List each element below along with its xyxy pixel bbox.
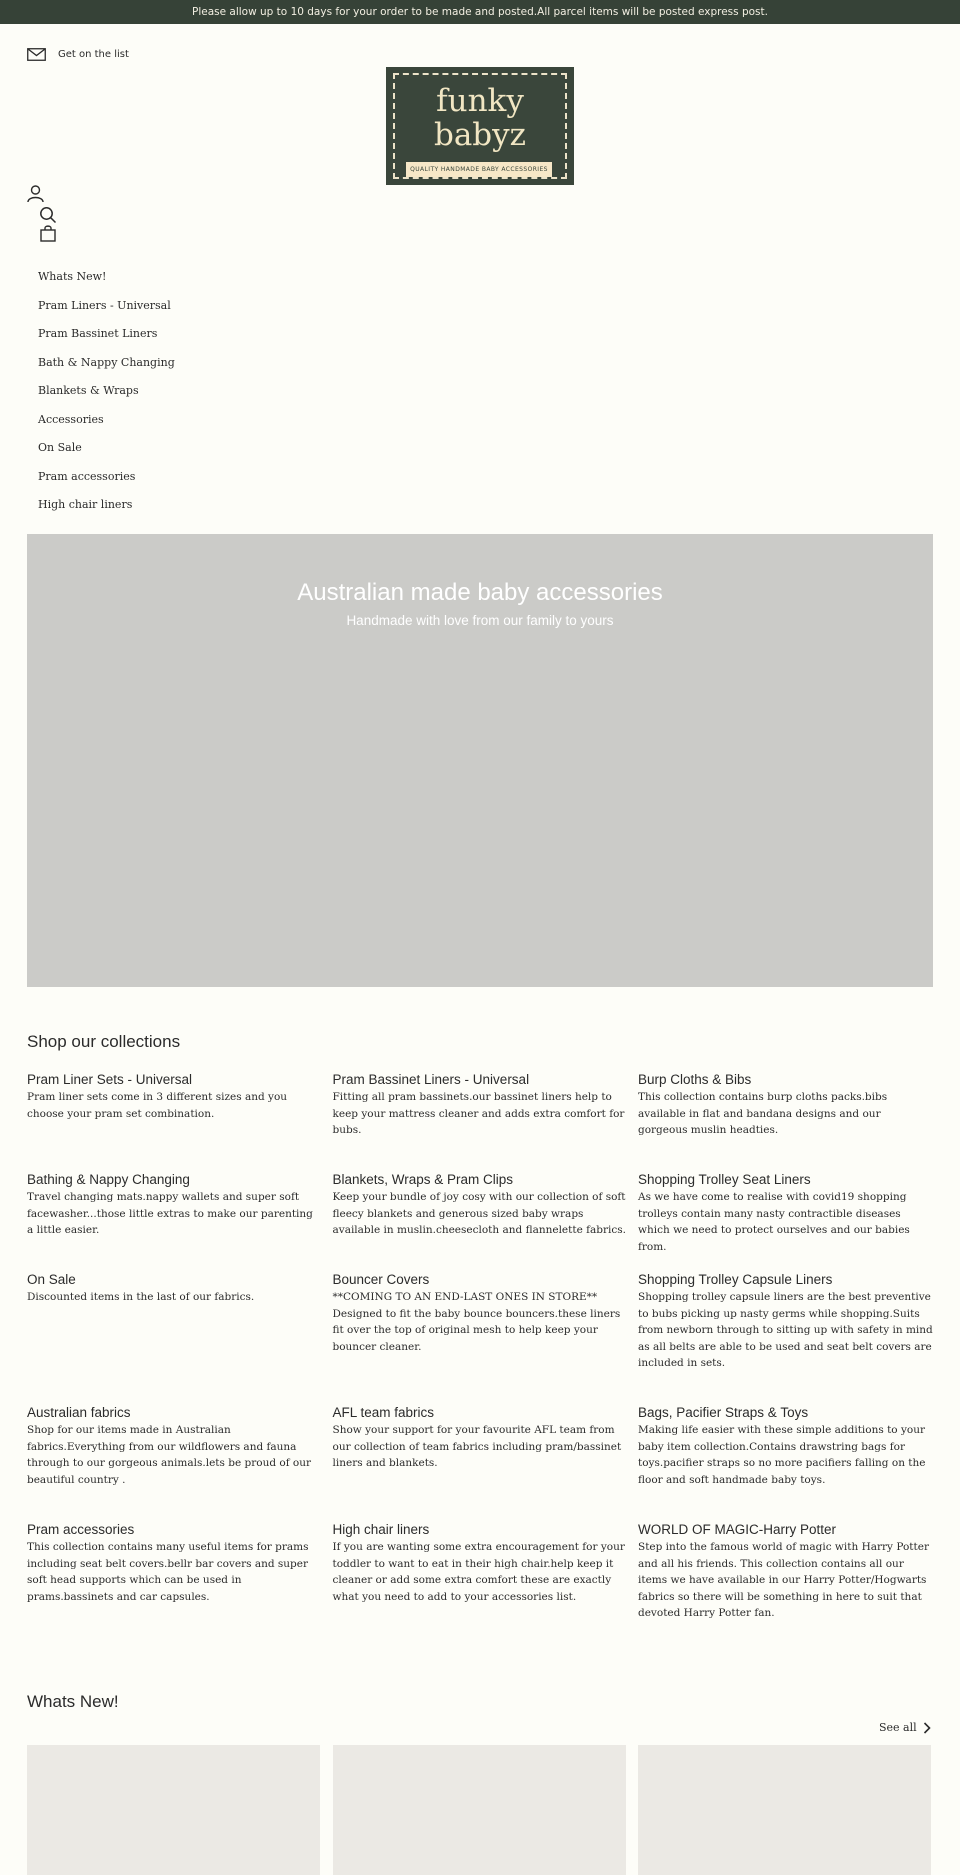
collection-card[interactable] [27, 1071, 322, 1171]
product-card[interactable] [638, 1745, 931, 1875]
collection-description: Fitting all pram bassinets.our bassinet liners help to keep your mattress cleaner and adds extra comfort for bubs. [332, 1091, 625, 1137]
collection-description: Making life easier with these simple additions to your baby item collection.Contains drawstring bags for toys.pacifier straps so no more pacifiers falling on the floor and soft handmade baby toys. [638, 1424, 926, 1486]
collection-description: Shop for our items made in Australian fabrics.Everything from our wildflowers and fauna through to our gorgeous animals.lets be proud of our beautiful country . [27, 1424, 312, 1486]
collection-title: Australian fabrics [27, 1405, 131, 1420]
nav-item-high-chair-liners[interactable]: High chair liners [38, 498, 133, 511]
nav-item-pram-bassinet-liners[interactable]: Pram Bassinet Liners [38, 327, 158, 340]
collection-title: Pram accessories [27, 1522, 135, 1537]
collection-card[interactable] [638, 1521, 933, 1631]
newsletter-link[interactable] [27, 48, 129, 61]
whats-new-heading: Whats New! [27, 1692, 119, 1711]
collection-description: As we have come to realise with covid19 shopping trolleys contain many nasty contractible diseases which we need to protect ourselves and our babies from. [638, 1191, 910, 1253]
collection-title: Shopping Trolley Seat Liners [638, 1172, 811, 1187]
collection-card[interactable] [638, 1404, 933, 1521]
mail-icon [27, 48, 46, 61]
cart-icon[interactable] [40, 225, 56, 246]
collection-title: Bathing & Nappy Changing [27, 1172, 190, 1187]
chevron-right-icon [923, 1722, 931, 1734]
collection-title: Burp Cloths & Bibs [638, 1072, 752, 1087]
collection-description: **COMING TO AN END-LAST ONES IN STORE** Designed to fit the baby bounce bouncers.these liners fit over the top of original mesh to help keep your bouncer cleaner. [332, 1291, 621, 1353]
announcement-text: Please allow up to 10 days for your order to be made and posted.All parcel items will be posted express post. [192, 6, 768, 18]
see-all-label: See all [879, 1721, 917, 1734]
collection-description: Discounted items in the last of our fabrics. [27, 1291, 255, 1303]
collection-title: Bags, Pacifier Straps & Toys [638, 1405, 809, 1420]
main-nav [38, 270, 175, 527]
collection-title: Blankets, Wraps & Pram Clips [332, 1172, 514, 1187]
collection-description: This collection contains many useful items for prams including seat belt covers.bellr bar covers and super soft head supports which can be used in prams.bassinets and car capsules. [27, 1541, 309, 1603]
nav-item-whats-new[interactable]: Whats New! [38, 270, 107, 283]
see-all-link[interactable] [879, 1721, 931, 1734]
collection-card[interactable] [333, 1171, 628, 1271]
logo-word-1: funky [436, 83, 524, 119]
collections-grid [27, 1071, 933, 1631]
logo-tagline: QUALITY HANDMADE BABY ACCESSORIES [406, 162, 552, 177]
product-card[interactable] [333, 1745, 626, 1875]
collection-title: Pram Bassinet Liners - Universal [332, 1072, 530, 1087]
collection-description: Pram liner sets come in 3 different sizes and you choose your pram set combination. [27, 1091, 288, 1120]
logo-word-2: babyz [433, 117, 527, 153]
hero-title: Australian made baby accessories [297, 579, 663, 606]
nav-item-on-sale[interactable]: On Sale [38, 441, 82, 454]
collection-card[interactable] [333, 1071, 628, 1171]
logo[interactable] [386, 67, 574, 185]
collection-title: On Sale [27, 1272, 76, 1287]
collection-description: Shopping trolley capsule liners are the best preventive to bubs picking up nasty germs while shopping.Suits from newborn through to sitting up with safety in mind as all belts are able to be used and seat belt covers are included in sets. [638, 1291, 933, 1370]
collection-title: WORLD OF MAGIC-Harry Potter [638, 1522, 837, 1537]
hero-subtitle: Handmade with love from our family to yours [346, 613, 614, 628]
collection-title: Shopping Trolley Capsule Liners [638, 1272, 833, 1287]
nav-item-pram-liners-universal[interactable]: Pram Liners - Universal [38, 298, 171, 312]
collections-heading: Shop our collections [27, 1032, 181, 1051]
collection-card[interactable] [27, 1171, 322, 1271]
collection-title: Bouncer Covers [332, 1272, 430, 1287]
collection-title: High chair liners [332, 1522, 430, 1537]
nav-item-pram-accessories[interactable]: Pram accessories [38, 469, 136, 483]
collection-card[interactable] [27, 1521, 322, 1631]
collection-card[interactable] [333, 1404, 628, 1521]
collection-card[interactable] [638, 1171, 933, 1271]
newsletter-label: Get on the list [58, 49, 129, 60]
collection-description: If you are wanting some extra encouragement for your toddler to want to eat in their high chair.help keep it cleaner or add some extra comfort these are exactly what you need to add to your accessories list. [332, 1541, 625, 1603]
collection-description: Travel changing mats.nappy wallets and super soft facewasher...those little extras to make our parenting a little easier. [27, 1191, 313, 1237]
collection-title: Pram Liner Sets - Universal [27, 1072, 193, 1087]
nav-item-bath-nappy-changing[interactable]: Bath & Nappy Changing [38, 355, 175, 369]
nav-item-accessories[interactable]: Accessories [38, 412, 104, 426]
collection-card[interactable] [333, 1271, 628, 1404]
product-card[interactable] [27, 1745, 320, 1875]
announcement-bar [0, 0, 960, 24]
account-icon[interactable] [27, 185, 44, 207]
collection-description: Show your support for your favourite AFL team from our collection of team fabrics including pram/bassinet liners and blankets. [332, 1424, 622, 1470]
collection-card[interactable] [638, 1271, 933, 1404]
nav-item-blankets-wraps[interactable]: Blankets & Wraps [38, 384, 139, 397]
hero-banner [27, 534, 933, 987]
collection-card[interactable] [638, 1071, 933, 1171]
collection-card[interactable] [27, 1404, 322, 1521]
collection-title: AFL team fabrics [332, 1405, 435, 1420]
collection-card[interactable] [333, 1521, 628, 1631]
collection-description: This collection contains burp cloths packs.bibs available in flat and bandana designs and our gorgeous muslin headties. [638, 1091, 888, 1137]
collection-description: Keep your bundle of joy cosy with our collection of soft fleecy blankets and generous sized baby wraps available in muslin.cheesecloth and flannelette fabrics. [332, 1191, 626, 1237]
collection-description: Step into the famous world of magic with Harry Potter and all his friends. This collection contains all our items we have available in our Harry Potter/Hogwarts fabrics so there will be something in here to suit that devoted Harry Potter fan. [638, 1541, 929, 1620]
collection-card[interactable] [27, 1271, 322, 1404]
